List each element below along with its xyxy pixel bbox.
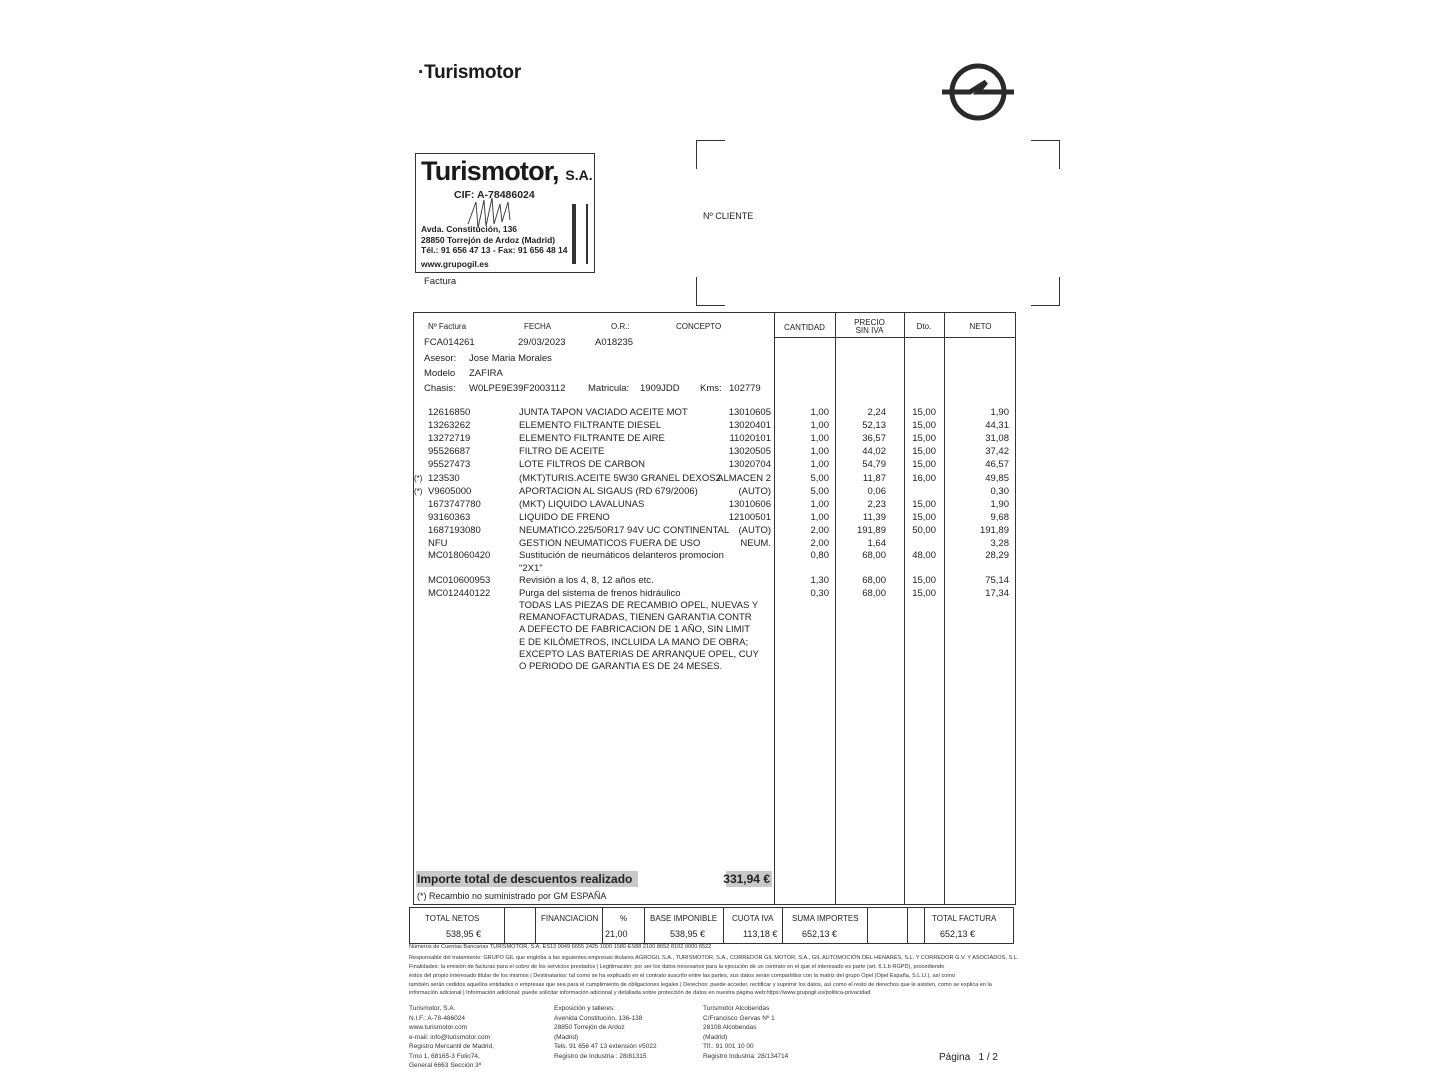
- total-factura-value: 652,13 €: [940, 929, 976, 939]
- item-code: 1687193080: [428, 525, 481, 536]
- invoice-date: 29/03/2023: [518, 337, 566, 348]
- footer-line: General 6663 Sección 3ª: [409, 1062, 482, 1069]
- item-ref: 13020505: [728, 446, 771, 457]
- item-net: 46,57: [985, 459, 1009, 470]
- item-code: MC018060420: [428, 550, 491, 561]
- warranty-line: REMANOFACTURADAS, TIENEN GARANTIA CONTR: [519, 612, 752, 624]
- item-description: LIQUIDO DE FRENO: [519, 512, 610, 523]
- item-code: 95527473: [428, 459, 471, 470]
- footer-line: Turismotor, S.A.: [409, 1005, 456, 1012]
- item-discount: 16,00: [912, 473, 936, 484]
- financiacion-label: FINANCIACION: [541, 914, 599, 923]
- kms-label: Kms:: [700, 383, 722, 394]
- asesor-label: Asesor:: [424, 353, 457, 364]
- opel-logo-icon: [942, 62, 1014, 122]
- page-number: Página 1 / 2: [939, 1052, 998, 1063]
- item-discount: 15,00: [912, 446, 936, 457]
- footer-line: Tels. 91 656 47 13 extensión #5022: [554, 1043, 657, 1050]
- signature-icon: [466, 194, 516, 234]
- total-netos-label: TOTAL NETOS: [425, 914, 480, 923]
- item-quantity: 5,00: [810, 486, 829, 497]
- asesor-value: Jose Maria Morales: [469, 353, 552, 364]
- item-quantity: 1,00: [810, 459, 829, 470]
- stamp-address: Avda. Constitución, 136 28850 Torrejón de Ardoz (Madrid) Tél.: 91 656 47 13 - Fax: 91 656 48 14: [421, 224, 568, 255]
- item-description: ELEMENTO FILTRANTE DE AIRE: [519, 433, 665, 444]
- footer-line: Registro Industria: 28/134714: [703, 1052, 789, 1060]
- item-price: 68,00: [862, 588, 886, 599]
- cuota-label: CUOTA IVA: [732, 914, 774, 923]
- item-description: Sustitución de neumáticos delanteros promocion: [519, 550, 724, 561]
- item-description: (MKT) LIQUIDO LAVALUNAS: [519, 499, 645, 510]
- item-quantity: 1,00: [810, 446, 829, 457]
- item-quantity: 0,80: [810, 550, 829, 561]
- base-value: 538,95 €: [670, 929, 706, 939]
- item-discount: 15,00: [912, 433, 936, 444]
- warranty-line: EXCEPTO LAS BATERIAS DE ARRANQUE OPEL, CUY: [519, 648, 759, 660]
- legal-line: Responsable del tratamiento: GRUPO GIL que engloba a las siguientes empresas titulares AGROGIL S.A., TURISMOTOR, S.A., CORREDOR GIL MOTOR, S.A., GIL AUTOMOCIÓN DEL HENARES, S.L. Y CORREDOR G.V. Y ASOCIADOS, S.L.: [409, 955, 1019, 961]
- col-nfactura: Nº Factura: [428, 322, 467, 331]
- item-price: 11,39: [862, 512, 886, 523]
- footer-alcobendas: [703, 1004, 788, 1061]
- item-description: Purga del sistema de frenos hidráulico: [519, 588, 681, 599]
- item-code: 13272719: [428, 433, 471, 444]
- footer-line: Exposición y talleres:: [554, 1005, 616, 1012]
- item-ref: NEUM.: [740, 538, 771, 549]
- footer-line: www.turismotor.com: [409, 1024, 468, 1031]
- discount-label: Importe total de descuentos realizado: [417, 872, 633, 886]
- warranty-line: TODAS LAS PIEZAS DE RECAMBIO OPEL, NUEVAS Y: [519, 600, 759, 611]
- item-ref: 11020101: [729, 433, 771, 444]
- item-net: 191,89: [979, 525, 1009, 536]
- item-price: 54,79: [862, 459, 886, 470]
- modelo-label: Modelo: [424, 368, 456, 379]
- modelo-value: ZAFIRA: [469, 368, 503, 379]
- gil-logo-icon: [572, 204, 588, 264]
- item-code: V9605000: [428, 486, 472, 497]
- item-net: 1,90: [990, 407, 1009, 418]
- kms-value: 102779: [729, 383, 761, 394]
- item-code: 1673747780: [428, 499, 481, 510]
- item-description: ELEMENTO FILTRANTE DIESEL: [519, 420, 662, 431]
- footer-line: Avenida Constitución, 136-138: [554, 1014, 643, 1022]
- item-price: 52,13: [862, 420, 886, 431]
- item-net: 1,90: [990, 499, 1009, 510]
- item-discount: 15,00: [912, 512, 936, 523]
- item-quantity: 1,00: [810, 407, 829, 418]
- item-net: 0,30: [990, 486, 1009, 497]
- total-netos-value: 538,95 €: [446, 929, 482, 939]
- legal-line: Números de Cuentas Bancarias TURISMOTOR, S.A. ES13 0049 6655 2425 1000 1580 ES88 2100 8652 8102 0000 6522: [409, 944, 712, 950]
- matricula-value: 1909JDD: [640, 383, 680, 394]
- item-description: LOTE FILTROS DE CARBON: [519, 459, 645, 470]
- item-price: 1,64: [867, 538, 886, 549]
- item-quantity: 1,00: [810, 433, 829, 444]
- item-price: 2,23: [867, 499, 886, 510]
- footer-line: (Madrid): [554, 1033, 579, 1041]
- item-price: 191,89: [856, 525, 886, 536]
- warranty-line: A DEFECTO DE FABRICACION DE 1 AÑO, SIN LIMIT: [519, 624, 751, 636]
- item-discount: 50,00: [912, 525, 936, 536]
- item-net: 37,42: [985, 446, 1009, 457]
- matricula-label: Matricula:: [588, 383, 630, 394]
- item-code: NFU: [428, 538, 448, 549]
- col-or: O.R.:: [611, 322, 630, 331]
- item-ref: ALMACEN 2: [717, 473, 771, 484]
- chasis-value: W0LPE9E39F2003112: [469, 383, 566, 394]
- footer-line: (Madrid): [703, 1033, 728, 1041]
- invoice-number: FCA014261: [424, 337, 475, 348]
- item-ref: 13020401: [728, 420, 771, 431]
- footer-line: Tmo 1, 68165-3 Folio74,: [409, 1052, 480, 1060]
- footer-company: [409, 1004, 494, 1071]
- warranty-line: O PERIODO DE GARANTIA ES DE 24 MESES.: [519, 661, 723, 672]
- item-code: 93160363: [428, 512, 471, 523]
- item-discount: 15,00: [912, 459, 936, 470]
- item-description: "2X1": [519, 563, 543, 574]
- footer-line: Turismotor Alcobendas: [703, 1005, 770, 1012]
- doc-type-label: Factura: [424, 276, 457, 287]
- item-description: JUNTA TAPON VACIADO ACEITE MOT: [519, 407, 688, 418]
- item-code: MC012440122: [428, 588, 491, 599]
- item-description: APORTACION AL SIGAUS (RD 679/2006): [519, 486, 698, 497]
- item-description: NEUMATICO.225/50R17 94V UC CONTINENTAL: [519, 525, 730, 536]
- item-code: 12616850: [428, 407, 471, 418]
- item-mark: (*): [414, 474, 423, 483]
- item-quantity: 5,00: [810, 473, 829, 484]
- company-stamp: [415, 153, 595, 273]
- col-concepto: CONCEPTO: [676, 322, 722, 331]
- footer-line: 28850 Torrejón de Ardoz: [554, 1024, 625, 1031]
- item-code: MC010600953: [428, 575, 491, 586]
- item-code: 123530: [428, 473, 460, 484]
- invoice-or: A018235: [595, 337, 634, 348]
- item-discount: 48,00: [912, 550, 936, 561]
- item-price: 68,00: [862, 575, 886, 586]
- brand-logo: ·Turismotor: [418, 62, 522, 83]
- col-neto: NETO: [969, 322, 992, 331]
- invoice-lines-table: [413, 312, 1016, 905]
- suma-value: 652,13 €: [802, 929, 838, 939]
- col-fecha: FECHA: [524, 322, 552, 331]
- item-quantity: 1,00: [810, 512, 829, 523]
- item-price: 68,00: [862, 550, 886, 561]
- footer-line: N.I.F.: A-78-486024: [409, 1014, 466, 1022]
- item-net: 49,85: [985, 473, 1009, 484]
- legal-line: información adicional | Información adicional: puede solicitar información adicional y detallada sobre protección de datos en nuestra página web:https://www.grupogil.es/politica-privacidad: [409, 990, 871, 996]
- item-net: 28,29: [985, 550, 1009, 561]
- item-quantity: 0,30: [810, 588, 829, 599]
- item-discount: 15,00: [912, 499, 936, 510]
- stamp-company-name: Turismotor, S.A.: [421, 156, 593, 186]
- item-price: 2,24: [867, 407, 886, 418]
- item-net: 44,31: [985, 420, 1009, 431]
- item-price: 44,02: [862, 446, 886, 457]
- col-cantidad: CANTIDAD: [784, 323, 825, 332]
- item-net: 17,34: [985, 588, 1009, 599]
- footer-line: C/Francisco Gervas Nº 1: [703, 1014, 775, 1022]
- item-price: 0,06: [867, 486, 886, 497]
- item-discount: 15,00: [912, 588, 936, 599]
- item-ref: (AUTO): [738, 525, 771, 536]
- item-net: 9,68: [990, 512, 1009, 523]
- footer-line: Registro Mercantil de Madrid,: [409, 1043, 494, 1050]
- warranty-line: E DE KILÓMETROS, INCLUIDA LA MANO DE OBRA;: [519, 636, 749, 648]
- item-price: 11,87: [862, 473, 886, 484]
- item-quantity: 2,00: [810, 525, 829, 536]
- col-dto: Dto.: [916, 322, 932, 331]
- pct-label: %: [620, 914, 628, 923]
- item-code: 95526687: [428, 446, 471, 457]
- base-label: BASE IMPONIBLE: [650, 914, 718, 923]
- footer-line: Registro de Industria : 28/81315: [554, 1052, 647, 1060]
- discount-note: (*) Recambio no suministrado por GM ESPAÑA: [417, 891, 607, 901]
- totals-table: [409, 907, 1014, 944]
- item-ref: 12100501: [728, 512, 771, 523]
- col-precio: PRECIO SIN IVA: [854, 318, 885, 335]
- legal-line: también serán cedidos aquellos entidades o empresas que sea para el cumplimiento de obligaciones legales | Derechos: puede acceder, rectificar y suprimir los datos, así como el resto de derechos que le asisten, como se explica en la: [409, 982, 992, 988]
- client-number-label: Nº CLIENTE: [703, 211, 754, 221]
- footer-line: 28108 Alcobendas: [703, 1024, 757, 1031]
- item-net: 3,28: [990, 538, 1009, 549]
- item-ref: 13010605: [728, 407, 771, 418]
- item-description: FILTRO DE ACEITE: [519, 446, 605, 457]
- legal-line: éstos del propio interesado titular de los mismos | Destinatarios: tal como se ha explicado en el contrato suscrito entre las partes, sus datos serán compartidos con la matriz del grupo Opel (Opel España, S.L.U.), así como: [409, 973, 956, 979]
- item-ref: 13020704: [728, 459, 771, 470]
- footer-line: Tlf.: 91 001 10 00: [703, 1043, 754, 1050]
- legal-line: Finalidades: la emisión de facturas para el cobro de los servicios prestados | Legitimación: por ser los datos necesarios para la ejecución de un contrato en el que el interesado es parte (art. 6.1.b RGPD), procediendo: [409, 964, 945, 970]
- item-price: 36,57: [862, 433, 886, 444]
- item-description: Revisión a los 4, 8, 12 años etc.: [519, 575, 654, 586]
- cuota-value: 113,18 €: [743, 929, 778, 939]
- item-net: 31,08: [985, 433, 1009, 444]
- item-description: GESTION NEUMATICOS FUERA DE USO: [519, 538, 701, 549]
- item-discount: 15,00: [912, 575, 936, 586]
- stamp-cif: CIF: A-78486024: [454, 189, 535, 201]
- item-code: 13263262: [428, 420, 471, 431]
- item-discount: 15,00: [912, 420, 936, 431]
- item-discount: 15,00: [912, 407, 936, 418]
- stamp-web: www.grupogil.es: [421, 259, 489, 269]
- item-quantity: 2,00: [810, 538, 829, 549]
- item-ref: 13010606: [728, 499, 771, 510]
- footer-exposicion: [554, 1004, 657, 1061]
- item-net: 75,14: [985, 575, 1009, 586]
- item-quantity: 1,30: [810, 575, 829, 586]
- chasis-label: Chasis:: [424, 383, 456, 394]
- item-quantity: 1,00: [810, 420, 829, 431]
- pct-value: 21,00: [605, 929, 628, 939]
- item-mark: (*): [414, 487, 423, 496]
- item-description: (MKT)TURIS.ACEITE 5W30 GRANEL DEXOS2: [519, 473, 721, 484]
- item-ref: (AUTO): [738, 486, 771, 497]
- client-box: [696, 140, 1060, 306]
- item-quantity: 1,00: [810, 499, 829, 510]
- suma-label: SUMA IMPORTES: [792, 914, 859, 923]
- discount-value: 331,94 €: [723, 872, 770, 886]
- total-factura-label: TOTAL FACTURA: [932, 914, 997, 923]
- footer-line: e-mail: info@turismotor.com: [409, 1033, 491, 1041]
